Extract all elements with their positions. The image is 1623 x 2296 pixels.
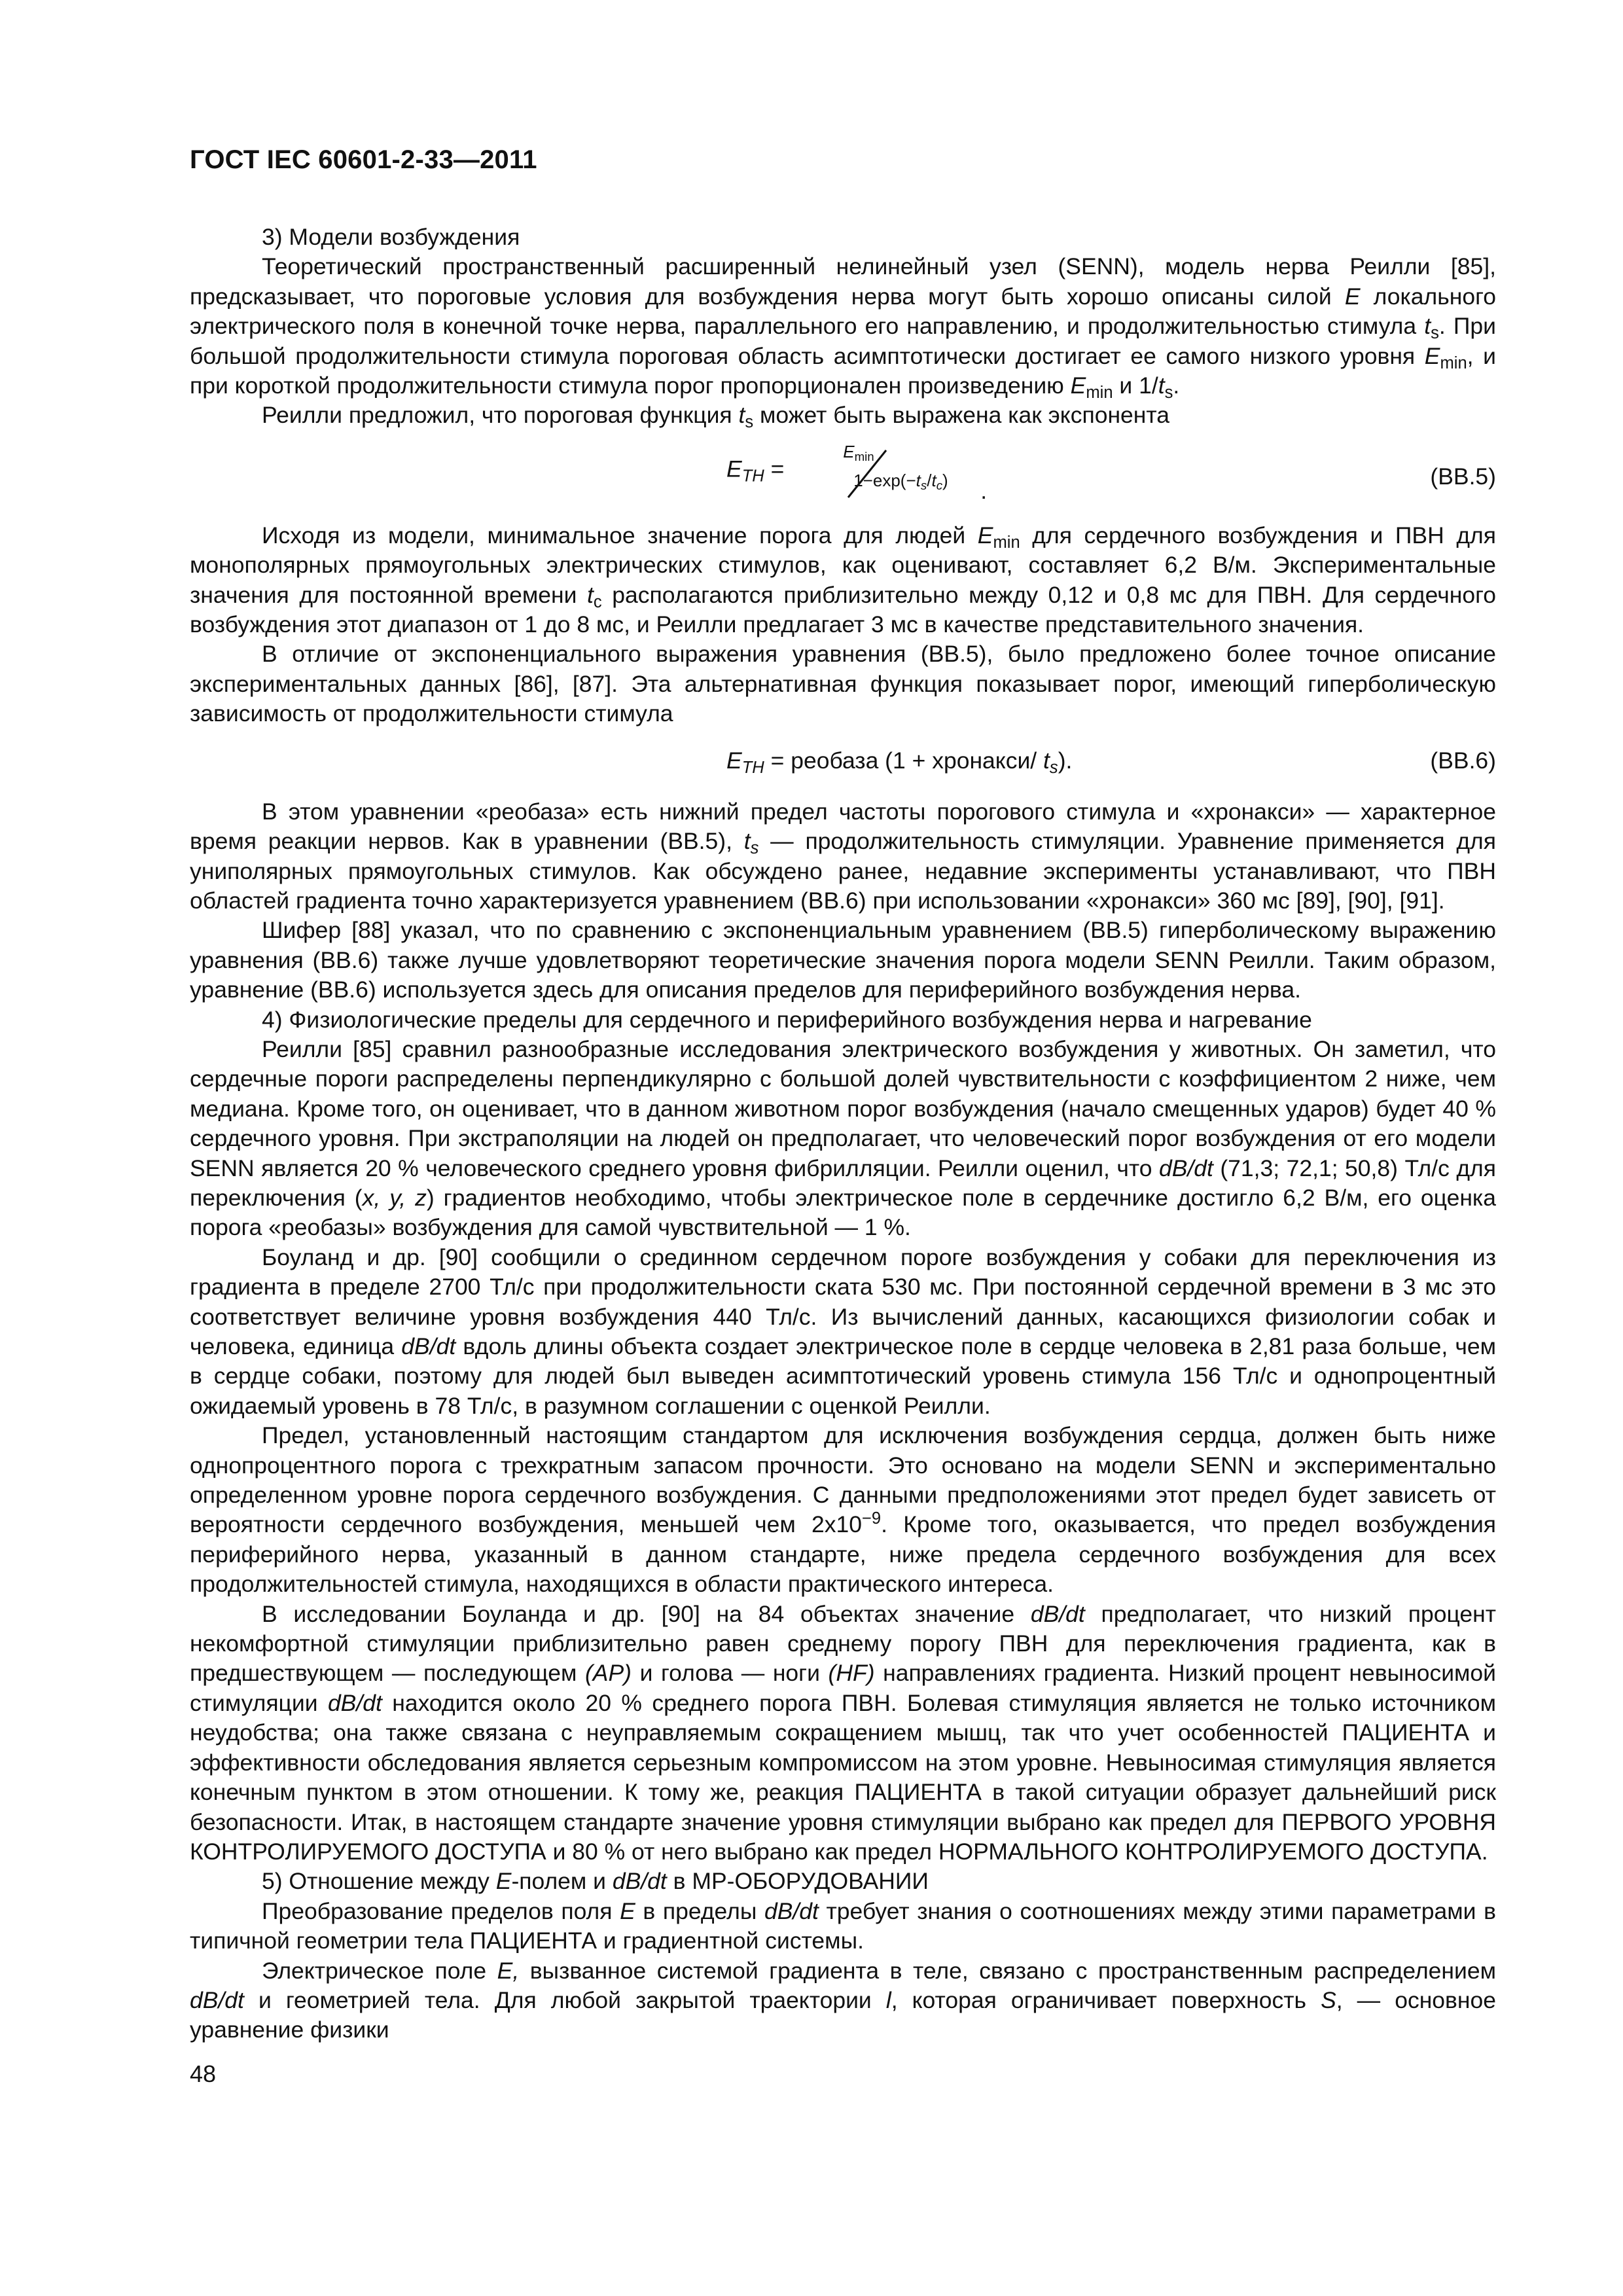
- standard-header: ГОСТ IEC 60601-2-33—2011: [190, 145, 537, 174]
- paragraph: Теоретический пространственный расширенный нелинейный узел (SENN), модель нерва Реилли [85], предсказывает, что пороговые условия для возбуждения нерва могут быть хорошо описаны силой E локального электрического поля в конечной точке нерва, параллельного его направлению, и продолжительностью стимула $t_s$. При большой продолжительности стимула пороговая область асимптотически достигает ее самого низкого уровня $E_{min}$, и при короткой продолжительности стимула порог пропорционален произведению $E_{min}$ и $1/t_s$.: [190, 253, 1496, 403]
- section-heading-physiological-limits: 4) Физиологические пределы для сердечного и периферийного возбуждения нерва и нагревание: [262, 1006, 1312, 1033]
- paragraph: Исходя из модели, минимальное значение порога для людей $E_{min}$ для сердечного возбуждения и ПВН для монополярных прямоугольных электрических стимулов, как оценивают, составляет 6,2 В/м. Экспериментальные значения для постоянной времени $t_c$ располагаются приблизительно между 0,12 и 0,8 мс для ПВН. Для сердечного возбуждения этот диапазон от 1 до 8 мс, и Реилли предлагает 3 мс в качестве представительного значения.: [190, 522, 1497, 638]
- paragraph: Реилли предложил, что пороговая функция $t_s$ может быть выражена как экспонента: [262, 402, 1170, 432]
- fraction: $E_{min}$ $1-\exp(-t_s/t_c)$: [791, 441, 980, 500]
- equation-bb5: [190, 435, 1496, 516]
- page-number: 48: [190, 2060, 217, 2087]
- equation-label: (BB.5): [1430, 463, 1496, 490]
- section-heading-excitation-models: 3) Модели возбуждения: [262, 224, 520, 250]
- paragraph: Предел, установленный настоящим стандартом для исключения возбуждения сердца, должен быть ниже однопроцентного порога с трехкратным запасом прочности. Это основано на модели SENN и экспериментально определенном уровне порога сердечного возбуждения. С данными предположениями этот предел будет зависеть от вероятности сердечного возбуждения, меньшей чем $2х10^{-9}$. Кроме того, оказывается, что предел возбуждения периферийного нерва, указанный в данном стандарте, ниже предела сердечного возбуждения для всех продолжительностей стимула, находящихся в области практического интереса.: [190, 1422, 1496, 1598]
- section-heading-e-field-relation: 5) Отношение между E-полем и dB/dt в МР-ОБОРУДОВАНИИ: [262, 1868, 929, 1895]
- equation-bb6-formula: $E_{TH}$ = реобаза (1 + хронакси/ $t_s$).: [726, 747, 1073, 777]
- paragraph: В этом уравнении «реобаза» есть нижний предел частоты порогового стимула и «хронакси» — характерное время реакции нервов. Как в уравнении (BB.5), $t_s$ — продолжительность стимуляции. Уравнение применяется для униполярных прямоугольных стимулов. Как обсуждено ранее, недавние эксперименты устанавливают, что ПВН областей градиента точно характеризуется уравнением (BB.6) при использовании «хронакси» 360 мс [89], [90], [91].: [190, 798, 1496, 914]
- paragraph: Реилли [85] сравнил разнообразные исследования электрического возбуждения у животных. Он заметил, что сердечные пороги распределены перпендикулярно с большой долей чувствительности с коэффициентом 2 ниже, чем медиана. Кроме того, он оценивает, что в данном животном порог возбуждения (начало смещенных ударов) будет 40 % сердечного уровня. При экстраполяции на людей он предполагает, что человеческий порог возбуждения от его модели SENN является 20 % человеческого среднего уровня фибрилляции. Реилли оценил, что dB/dt (71,3; 72,1; 50,8) Тл/с для переключения (x, y, z) градиентов необходимо, чтобы электрическое поле в сердечнике достигло 6,2 В/м, его оценка порога «реобазы» возбуждения для самой чувствительной — 1 %.: [190, 1035, 1496, 1241]
- equation-bb5-formula: $E_{TH}$ = $E_{min}$ $1-\exp(-t_s/t_c)$ .: [726, 441, 988, 505]
- paragraph: В отличие от экспоненциального выражения уравнения (BB.5), было предложено более точное описание экспериментальных данных [86], [87]. Эта альтернативная функция показывает порог, имеющий гиперболическую зависимость от продолжительности стимула: [190, 641, 1496, 727]
- paragraph: В исследовании Боуланда и др. [90] на 84 объектах значение dB/dt предполагает, что низкий процент некомфортной стимуляции приблизительно равен среднему порогу ПВН для переключения градиента, как в предшествующем — последующем (AP) и голова — ноги (HF) направлениях градиента. Низкий процент невыносимой стимуляции dB/dt находится около 20 % среднего порога ПВН. Болевая стимуляция является не только источником неудобства; она также связана с неуправляемым сокращением мышц, так что учет особенностей ПАЦИЕНТА и эффективности обследования является серьезным компромиссом на этом уровне. Невыносимая стимуляция является конечным пунктом в этом отношении. К тому же, реакция ПАЦИЕНТА в такой ситуации образует дальнейший риск безопасности. Итак, в настоящем стандарте значение уровня стимуляции выбрано как предел для ПЕРВОГО УРОВНЯ КОНТРОЛИРУЕМОГО ДОСТУПА и 80 % от него выбрано как предел НОРМАЛЬНОГО КОНТРОЛИРУЕМОГО ДОСТУПА.: [190, 1600, 1496, 1865]
- document-body: [190, 223, 1496, 2045]
- equation-label: (BB.6): [1430, 747, 1496, 774]
- paragraph: Преобразование пределов поля E в пределы dB/dt требует знания о соотношениях между этими параметрами в типичной геометрии тела ПАЦИЕНТА и градиентной системы.: [190, 1897, 1496, 1954]
- paragraph: Электрическое поле E, вызванное системой градиента в теле, связано с пространственным распределением dB/dt и геометрией тела. Для любой закрытой траектории l, которая ограничивает поверхность S, — основное уравнение физики: [190, 1957, 1497, 2043]
- equation-bb6: [190, 732, 1496, 795]
- paragraph: Шифер [88] указал, что по сравнению с экспоненциальным уравнением (BB.5) гиперболическому выражению уравнения (BB.6) также лучше удовлетворяют теоретические значения порога модели SENN Реилли. Таким образом, уравнение (BB.6) используется здесь для описания пределов для периферийного возбуждения нерва.: [190, 917, 1496, 1003]
- paragraph: Боуланд и др. [90] сообщили о срединном сердечном пороге возбуждения у собаки для переключения из градиента в пределе 2700 Тл/с при продолжительности ската 530 мс. При постоянной сердечной времени в 3 мс это соответствует величине уровня возбуждения 440 Тл/с. Из вычислений данных, касающихся физиологии собак и человека, единица dB/dt вдоль длины объекта создает электрическое поле в сердце человека в 2,81 раза больше, чем в сердце собаки, поэтому для людей был выведен асимптотический уровень стимула 156 Тл/с и однопроцентный ожидаемый уровень в 78 Тл/с, в разумном соглашении с оценкой Реилли.: [190, 1244, 1496, 1419]
